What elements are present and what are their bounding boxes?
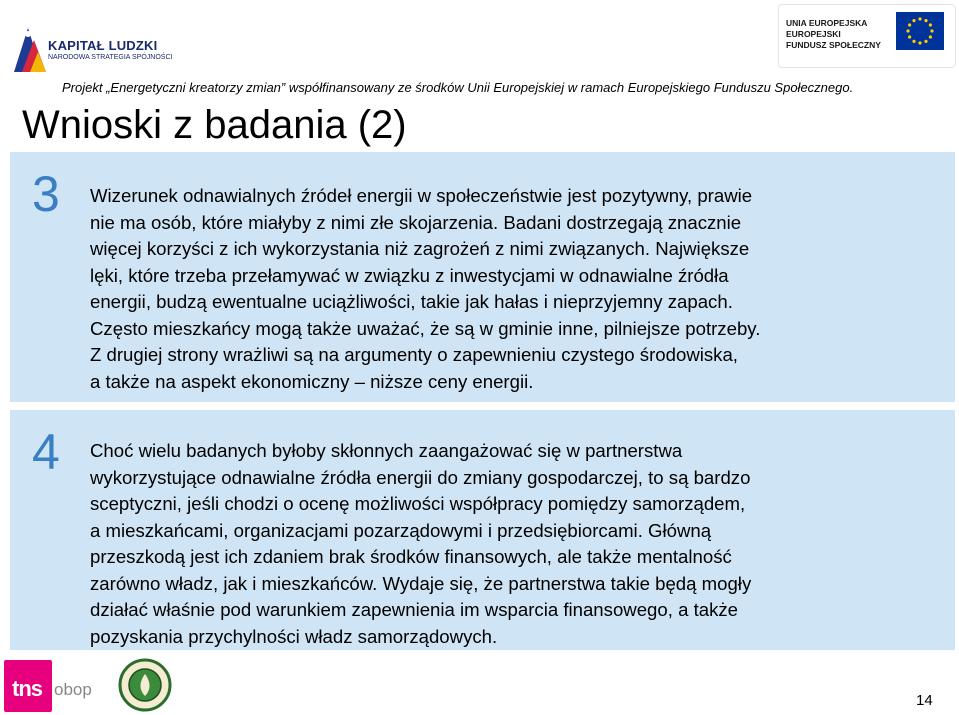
kapital-ludzki-subtitle: NARODOWA STRATEGIA SPÓJNOŚCI bbox=[48, 54, 173, 61]
eu-star-icon bbox=[912, 40, 915, 43]
eu-star-icon bbox=[912, 19, 915, 22]
text-line: a mieszkańcami, organizacjami pozarządowymi i przedsiębiorcami. Główną bbox=[90, 519, 712, 541]
conclusion-number-4: 4 bbox=[32, 424, 60, 480]
text-line: działać właśnie pod warunkiem zapewnienia im wsparcia finansowego, a także bbox=[90, 599, 739, 620]
eu-star-icon bbox=[918, 17, 921, 20]
text-line: energii, budzą ewentualne uciążliwości, takie jak hałas i nieprzyjemny zapach. bbox=[90, 291, 733, 312]
page-number: 14 bbox=[916, 692, 933, 709]
text-line: Wizerunek odnawialnych źródeł energii w społeczeństwie jest pozytywny, prawie bbox=[90, 185, 753, 206]
text-line: pozyskania przychylności władz samorządowych. bbox=[90, 625, 498, 647]
eu-flag-icon bbox=[896, 12, 944, 50]
eu-star-icon bbox=[930, 29, 933, 32]
project-funding-line: Projekt „Energetyczni kreatorzy zmian” współfinansowany ze środków Unii Europejskiej w ramach Europejskiego Funduszu Społecznego. bbox=[62, 80, 854, 95]
text-line: przeszkodą jest ich zdaniem brak środków finansowych, ale także mentalność bbox=[90, 546, 732, 567]
tns-logo-text: tns bbox=[12, 676, 42, 701]
text-line: Często mieszkańcy mogą także uważać, że są w gminie inne, pilniejsze potrzeby. bbox=[90, 317, 761, 339]
eu-logo-text bbox=[786, 18, 881, 51]
text-line: zarówno władz, jak i mieszkańców. Wydaje się, że partnerstwa takie będą mogły bbox=[90, 572, 752, 594]
text-line: nie ma osób, które miałyby z nimi złe skojarzenia. Badani dostrzegają znacznie bbox=[90, 211, 742, 233]
eu-line-2: EUROPEJSKI bbox=[786, 29, 841, 39]
eu-star-icon bbox=[906, 29, 909, 32]
eu-line-1: UNIA EUROPEJSKA bbox=[786, 18, 868, 28]
eu-star-icon bbox=[918, 41, 921, 44]
kapital-ludzki-title: KAPITAŁ LUDZKI bbox=[48, 38, 158, 53]
text-line: lęki, które trzeba przełamywać w związku z inwestycjami w odnawialne źródła bbox=[90, 264, 729, 286]
text-line: a także na aspekt ekonomiczny – niższe ceny energii. bbox=[90, 370, 534, 392]
text-line: Z drugiej strony wrażliwi są na argumenty o zapewnieniu czystego środowiska, bbox=[90, 344, 738, 365]
eu-star-icon bbox=[924, 19, 927, 22]
conclusion-number-3: 3 bbox=[32, 166, 60, 222]
text-line: Choć wielu badanych byłoby skłonnych zaangażować się w partnerstwa bbox=[90, 440, 683, 461]
eu-line-3: FUNDUSZ SPOŁECZNY bbox=[786, 40, 881, 50]
eu-star-icon bbox=[908, 35, 911, 38]
conclusion-text-3 bbox=[90, 183, 950, 395]
eu-star-icon bbox=[929, 23, 932, 26]
eu-star-icon bbox=[908, 23, 911, 26]
seal-emblem-icon bbox=[118, 658, 172, 712]
obop-logo-text: obop bbox=[54, 680, 92, 699]
slide-title: Wnioski z badania (2) bbox=[22, 103, 407, 147]
text-line: sceptyczni, jeśli chodzi o ocenę możliwości współpracy pomiędzy samorządem, bbox=[90, 493, 746, 514]
eu-star-icon bbox=[929, 35, 932, 38]
conclusion-text-4 bbox=[90, 438, 950, 650]
text-line: więcej korzyści z ich wykorzystania niż zagrożeń z nimi związanych. Największe bbox=[90, 238, 750, 259]
eu-star-icon bbox=[924, 40, 927, 43]
text-line: wykorzystujące odnawialne źródła energii do zmiany gospodarczej, to są bardzo bbox=[90, 466, 751, 488]
